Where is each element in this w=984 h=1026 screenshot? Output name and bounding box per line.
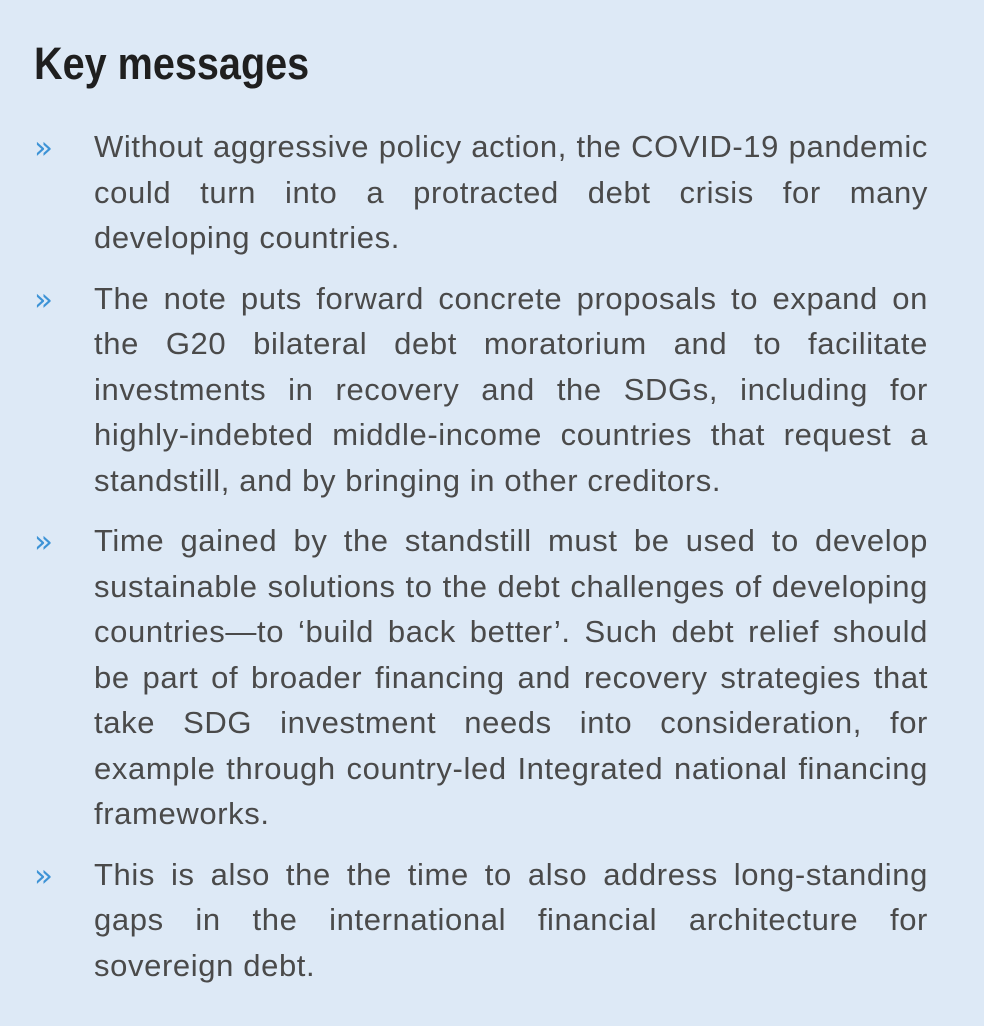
list-item — [34, 852, 928, 989]
section-heading: Key messages — [34, 38, 310, 89]
chevron-double-right-icon: » — [34, 281, 53, 318]
list-item — [34, 124, 928, 261]
list-item-text: This is also the the time to also address long-standing gaps in the international financial architecture for sovereign debt. — [94, 856, 928, 983]
list-item — [34, 518, 928, 837]
list-item-text: The note puts forward concrete proposals to expand on the G20 bilateral debt moratorium and to facilitate investments in recovery and the SDGs, including for highly-indebted middle-income countries that request a standstill, and by bringing in other creditors. — [94, 280, 928, 498]
chevron-double-right-icon: » — [34, 524, 53, 560]
key-messages-list — [34, 124, 928, 988]
chevron-double-right-icon: » — [34, 857, 53, 894]
list-item-text: Without aggressive policy action, the COVID-19 pandemic could turn into a protracted debt crisis for many developing countries. — [94, 129, 928, 255]
list-item — [34, 276, 928, 504]
list-item-text: Time gained by the standstill must be used to develop sustainable solutions to the debt challenges of developing countries—to ‘build back better’. Such debt relief should be part of broader financing and recovery strategies that take SDG investment needs into consideration, for example through country-led Integrated national financing frameworks. — [94, 523, 928, 831]
chevron-double-right-icon: » — [34, 130, 53, 166]
